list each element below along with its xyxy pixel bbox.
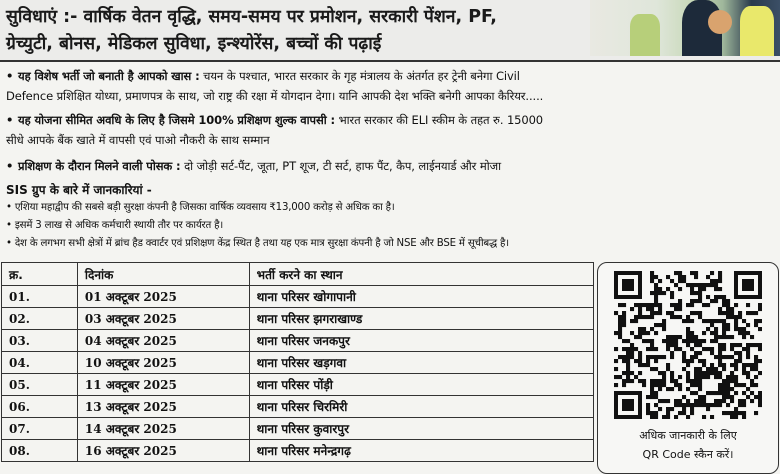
- highlight-3-text: दो जोड़ी सर्ट-पैंट, जूता, PT शूज, टी सर्ट, हाफ पैंट, कैप, लाईनयार्ड और मोजा: [180, 159, 502, 173]
- benefits-line-1: सुविधाएं :- वार्षिक वेतन वृद्धि, समय-समय पर प्रमोशन, सरकारी पेंशन, PF,: [6, 7, 497, 27]
- cell-location: थाना परिसर पोंड़ी: [249, 374, 593, 396]
- benefits-line-2: ग्रेच्युटी, बोनस, मेडिकल सुविधा, इन्श्योरेंस, बच्चों की पढ़ाई: [6, 34, 382, 54]
- header-date: दिनांक: [77, 263, 249, 286]
- highlight-1: • यह विशेष भर्ती जो बनाती है आपको खास : चयन के पश्चात, भारत सरकार के गृह मंत्रालय के अंतर्गत हर ट्रेनी बनेगा Civil Defence प्रशिक्षित योध्या, प्रमाणपत्र के साथ, जो राष्ट्र की रक्षा में योगदान देगा। यानि आपकी देश भक्ति बनेगी आपका कैरियर.....: [6, 66, 776, 106]
- cell-date: 01 अक्टूबर 2025: [77, 286, 249, 308]
- cell-date: 14 अक्टूबर 2025: [77, 418, 249, 440]
- table-header-row: [2, 263, 594, 286]
- cell-date: 11 अक्टूबर 2025: [77, 374, 249, 396]
- qr-caption: [598, 426, 778, 464]
- divider: [0, 60, 780, 62]
- cell-date: 13 अक्टूबर 2025: [77, 396, 249, 418]
- table-row: [2, 440, 594, 462]
- table-row: [2, 308, 594, 330]
- header-serial: क्र.: [2, 263, 78, 286]
- benefits-text: [6, 4, 581, 58]
- qr-code-icon[interactable]: [614, 271, 762, 419]
- schedule-table: [1, 262, 594, 462]
- highlight-1-text: चयन के पश्चात, भारत सरकार के गृह मंत्रालय के अंतर्गत हर ट्रेनी बनेगा Civil: [199, 69, 520, 83]
- sis-item: • इसमें 3 लाख से अधिक कर्मचारी स्थायी तौर पर कार्यरत है।: [6, 220, 224, 231]
- cell-date: 04 अक्टूबर 2025: [77, 330, 249, 352]
- cell-location: थाना परिसर चिरमिरी: [249, 396, 593, 418]
- highlight-2-text-2: सीधे आपके बैंक खाते में वापसी एवं पाओ नौकरी के साथ सम्मान: [6, 133, 270, 147]
- highlight-2-heading: यह योजना सीमित अवधि के लिए है जिसमे 100% प्रशिक्षण शुल्क वापसी :: [18, 113, 336, 127]
- cell-serial: 06.: [2, 396, 78, 418]
- cell-serial: 08.: [2, 440, 78, 462]
- qr-caption-line-2: QR Code स्कैन करें।: [642, 448, 734, 461]
- cell-serial: 02.: [2, 308, 78, 330]
- cell-serial: 01.: [2, 286, 78, 308]
- cell-location: थाना परिसर कुवारपुर: [249, 418, 593, 440]
- cell-location: थाना परिसर खोगापानी: [249, 286, 593, 308]
- sis-title: SIS ग्रुप के बारे में जानकारियां -: [6, 183, 152, 197]
- cell-date: 03 अक्टूबर 2025: [77, 308, 249, 330]
- cell-location: थाना परिसर मनेन्द्रगढ़: [249, 440, 593, 462]
- qr-panel: [597, 262, 779, 474]
- promo-photo: [590, 0, 780, 56]
- table-row: [2, 330, 594, 352]
- highlight-1-text-2: Defence प्रशिक्षित योध्या, प्रमाणपत्र के साथ, जो राष्ट्र की रक्षा में योगदान देगा। यानि आपकी देश भक्ति बनेगी आपका कैरियर.....: [6, 89, 544, 103]
- cell-serial: 04.: [2, 352, 78, 374]
- table-row: [2, 418, 594, 440]
- cell-location: थाना परिसर खड़गवा: [249, 352, 593, 374]
- highlight-2-text: भारत सरकार की ELI स्कीम के तहत रु. 15000: [335, 113, 544, 127]
- table-row: [2, 396, 594, 418]
- table-row: [2, 286, 594, 308]
- highlight-2: • यह योजना सीमित अवधि के लिए है जिसमे 100% प्रशिक्षण शुल्क वापसी : भारत सरकार की ELI स्कीम के तहत रु. 15000 सीधे आपके बैंक खाते में वापसी एवं पाओ नौकरी के साथ सम्मान: [6, 110, 776, 150]
- cell-date: 16 अक्टूबर 2025: [77, 440, 249, 462]
- cell-location: थाना परिसर झगराखाण्ड: [249, 308, 593, 330]
- cell-serial: 05.: [2, 374, 78, 396]
- cell-serial: 03.: [2, 330, 78, 352]
- highlight-1-heading: यह विशेष भर्ती जो बनाती है आपको खास :: [18, 69, 200, 83]
- table-row: [2, 374, 594, 396]
- sis-item: • देश के लगभग सभी क्षेत्रों में ब्रांच हैड क्वार्टर एवं प्रशिक्षण केंद्र स्थित है तथा यह एक मात्र सुरक्षा कंपनी है जो NSE और BSE में सूचीबद्ध है।: [6, 238, 509, 249]
- sis-item: • एशिया महाद्वीप की सबसे बड़ी सुरक्षा कंपनी है जिसका वार्षिक व्यवसाय ₹13,000 करोड़ से अधिक का है।: [6, 202, 395, 213]
- sis-list: [6, 199, 776, 253]
- cell-serial: 07.: [2, 418, 78, 440]
- qr-caption-line-1: अधिक जानकारी के लिए: [639, 429, 737, 442]
- cell-location: थाना परिसर जनकपुर: [249, 330, 593, 352]
- header-location: भर्ती करने का स्थान: [249, 263, 593, 286]
- highlight-3-heading: प्रशिक्षण के दौरान मिलने वाली पोसक :: [18, 159, 181, 173]
- cell-date: 10 अक्टूबर 2025: [77, 352, 249, 374]
- highlight-3: • प्रशिक्षण के दौरान मिलने वाली पोसक : दो जोड़ी सर्ट-पैंट, जूता, PT शूज, टी सर्ट, हाफ पैंट, कैप, लाईनयार्ड और मोजा: [6, 159, 502, 173]
- table-row: [2, 352, 594, 374]
